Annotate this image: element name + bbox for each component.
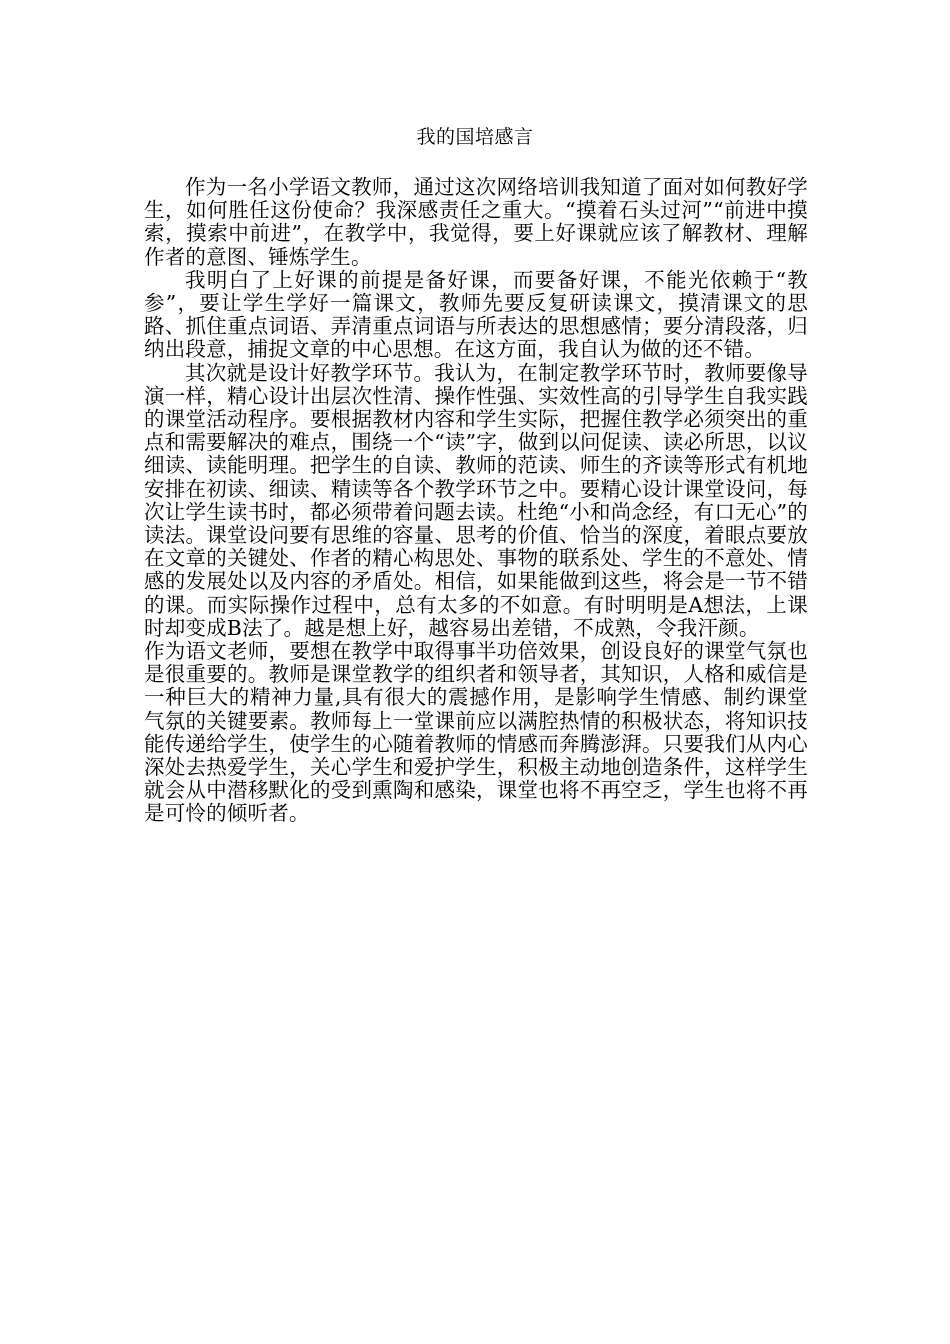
paragraph-3: 其次就是设计好教学环节。我认为，在制定教学环节时，教师要像导演一样，精心设计出层次性清、操作性强、实效性高的引导学生自我实践的课堂活动程序。要根据教材内容和学生实际，把握住教学必须突出的重点和需要解决的难点，围绕一个“读”字，做到以问促读、读必所思，以议细读、读能明理。把学生的自读、教师的范读、师生的齐读等形式有机地安排在初读、细读、精读等各个教学环节之中。要精心设计课堂设问，每次让学生读书时，都必须带着问题去读。杜绝“小和尚念经，有口无心”的读法。课堂设问要有思维的容量、思考的价值、恰当的深度，着眼点要放在文章的关键处、作者的精心构思处、事物的联系处、学生的不意处、情感的发展处以及内容的矛盾处。相信，如果能做到这些，将会是一节不错的课。而实际操作过程中，总有太多的不如意。有时明明是A想法，上课时却变成B法了。越是想上好，越容易出差错，不成熟，令我汗颜。: [144, 360, 808, 640]
paragraph-1: 作为一名小学语文教师，通过这次网络培训我知道了面对如何教好学生，如何胜任这份使命？我深感责任之重大。“摸着石头过河”“前进中摸索，摸索中前进”，在教学中，我觉得，要上好课就应该了解教材、理解作者的意图、锤炼学生。: [144, 175, 808, 269]
paragraph-2: 我明白了上好课的前提是备好课，而要备好课，不能光依赖于“教参”，要让学生学好一篇课文，教师先要反复研读课文，摸清课文的思路、抓住重点词语、弄清重点词语与所表达的思想感情；要分清段落，归纳出段意，捕捉文章的中心思想。在这方面，我自认为做的还不错。: [144, 267, 808, 362]
paragraph-4: 作为语文老师，要想在教学中取得事半功倍效果，创设良好的课堂气氛也是很重要的。教师是课堂教学的组织者和领导者，其知识，人格和威信是一种巨大的精神力量,具有很大的震撼作用，是影响学生情感、制约课堂气氛的关键要素。教师每上一堂课前应以满腔热情的积极状态，将知识技能传递给学生，使学生的心随着教师的情感而奔腾澎湃。只要我们从内心深处去热爱学生，关心学生和爱护学生，积极主动地创造条件，这样学生就会从中潜移默化的受到熏陶和感染，课堂也将不再空乏，学生也将不再是可怜的倾听者。: [144, 639, 808, 826]
document-title: 我的国培感言: [416, 126, 534, 148]
document-body: [144, 176, 808, 826]
